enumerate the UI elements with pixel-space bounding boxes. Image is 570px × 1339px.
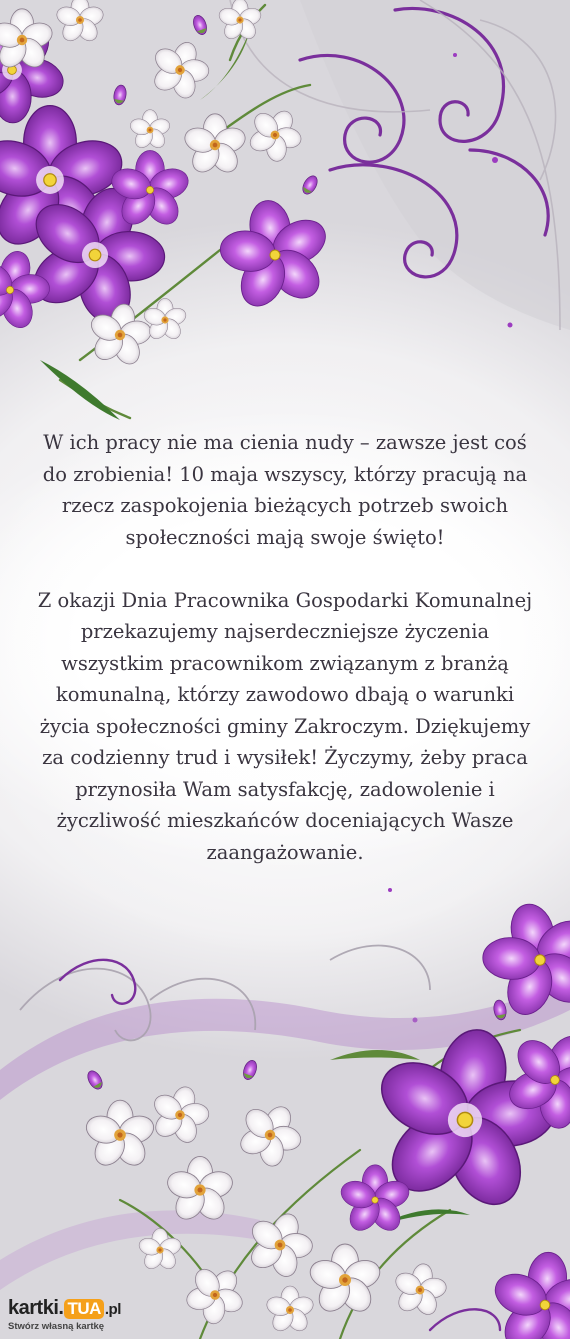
watermark-tld: .pl xyxy=(104,1301,121,1318)
greeting-message xyxy=(30,427,540,868)
watermark-badge: TUA xyxy=(64,1299,103,1319)
greeting-paragraph-1: W ich pracy nie ma cienia nudy – zawsze jest coś do zrobienia! 10 maja wszyscy, którzy pracują na rzecz zaspokojenia bieżących potrzeb swoich społeczności mają swoje święto! xyxy=(42,431,528,549)
greeting-paragraph-2: Z okazji Dnia Pracownika Gospodarki Komunalnej przekazujemy najserdeczniejsze życzenia wszystkim pracownikom związanym z branżą komunalną, którzy zawodowo dbają o warunki życia społeczności gminy Zakroczym. Dziękujemy za codzienny trud i wysiłek! Życzymy, żeby praca przynosiła Wam satysfakcję, zadowolenie i życzliwość mieszkańców doceniających Wasze zaangażowanie. xyxy=(37,588,533,864)
watermark-tagline: Stwórz własną kartkę xyxy=(8,1321,105,1332)
watermark-brand-name: kartki. xyxy=(8,1297,64,1319)
watermark-brand xyxy=(8,1297,121,1321)
site-watermark-logo[interactable] xyxy=(8,1297,121,1335)
